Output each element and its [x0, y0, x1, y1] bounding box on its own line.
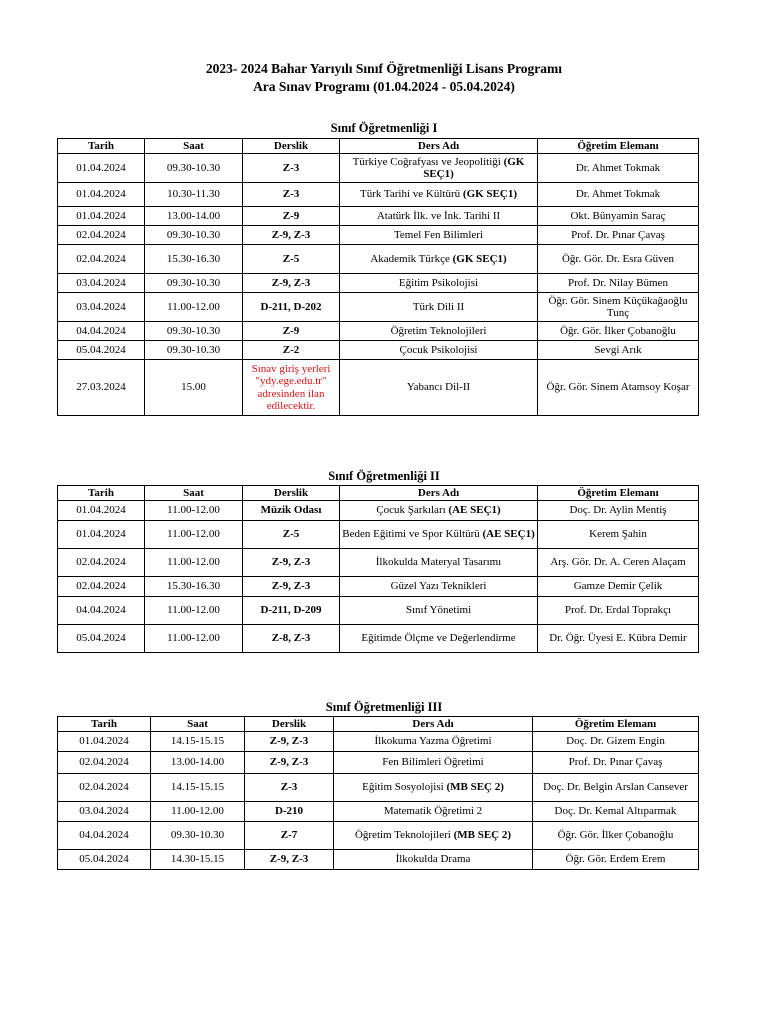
cell-saat: 13.00-14.00 — [145, 207, 243, 226]
cell-ogretim-elemani: Kerem Şahin — [538, 521, 699, 549]
cell-saat: 09.30-10.30 — [145, 226, 243, 245]
cell-ders-adi — [340, 183, 538, 207]
col-saat: Saat — [145, 139, 243, 154]
cell-ogretim-elemani: Prof. Dr. Pınar Çavaş — [538, 226, 699, 245]
course-elective-code: (AE SEÇ1) — [482, 528, 535, 541]
cell-tarih: 01.04.2024 — [58, 154, 145, 183]
table-row — [58, 625, 699, 653]
cell-ders-adi — [340, 521, 538, 549]
exam-table-2 — [57, 485, 699, 653]
exam-table-1 — [57, 138, 699, 416]
table-row — [58, 774, 699, 802]
table-row — [58, 183, 699, 207]
cell-derslik: Z-9, Z-3 — [245, 732, 334, 752]
cell-tarih: 03.04.2024 — [58, 293, 145, 322]
table-row — [58, 501, 699, 521]
course-name: Yabancı Dil-II — [406, 381, 471, 394]
cell-tarih: 02.04.2024 — [58, 226, 145, 245]
cell-ders-adi — [334, 774, 533, 802]
cell-tarih: 02.04.2024 — [58, 577, 145, 597]
col-ders-adi: Ders Adı — [340, 486, 538, 501]
cell-ogretim-elemani: Öğr. Gör. İlker Çobanoğlu — [538, 322, 699, 341]
cell-tarih: 02.04.2024 — [58, 549, 145, 577]
cell-derslik: D-211, D-202 — [243, 293, 340, 322]
cell-ogretim-elemani: Dr. Ahmet Tokmak — [538, 154, 699, 183]
table-row — [58, 802, 699, 822]
cell-derslik: Z-9, Z-3 — [245, 752, 334, 774]
cell-saat: 09.30-10.30 — [145, 274, 243, 293]
cell-derslik: Z-9 — [243, 322, 340, 341]
table-row — [58, 577, 699, 597]
cell-tarih: 05.04.2024 — [58, 341, 145, 360]
document-title: 2023- 2024 Bahar Yarıyılı Sınıf Öğretmenliği Lisans Programı — [205, 61, 563, 76]
table-row — [58, 293, 699, 322]
course-name: Atatürk İlk. ve İnk. Tarihi II — [376, 209, 501, 222]
course-name: Eğitim Psikolojisi — [398, 276, 479, 289]
course-name: Fen Bilimleri Öğretimi — [382, 756, 484, 769]
table-row — [58, 274, 699, 293]
course-name: Öğretim Teknolojileri — [390, 324, 487, 337]
cell-ders-adi — [334, 822, 533, 850]
cell-ogretim-elemani: Öğr. Gör. Erdem Erem — [533, 850, 699, 870]
cell-saat: 15.30-16.30 — [145, 245, 243, 274]
course-elective-code: (GK SEÇ1) — [423, 155, 525, 180]
course-name: Çocuk Psikolojisi — [399, 343, 478, 356]
cell-ogretim-elemani: Prof. Dr. Nilay Bümen — [538, 274, 699, 293]
cell-derslik: Z-9, Z-3 — [243, 577, 340, 597]
table-row — [58, 597, 699, 625]
col-ders-adi: Ders Adı — [334, 717, 533, 732]
table-row — [58, 322, 699, 341]
table-header-row — [58, 139, 699, 154]
course-name: İlkokuma Yazma Öğretimi — [374, 735, 492, 748]
course-name: İlkokulda Drama — [395, 853, 471, 866]
section-title-1: Sınıf Öğretmenliği I — [330, 121, 438, 135]
col-tarih: Tarih — [58, 486, 145, 501]
table-row — [58, 360, 699, 416]
cell-tarih: 04.04.2024 — [58, 822, 151, 850]
course-name: Çocuk Şarkıları — [376, 504, 446, 517]
cell-ders-adi — [340, 226, 538, 245]
cell-derslik: Z-5 — [243, 245, 340, 274]
cell-ogretim-elemani: Öğr. Gör. Sinem Atamsoy Koşar — [538, 360, 699, 416]
cell-saat: 15.30-16.30 — [145, 577, 243, 597]
cell-saat: 09.30-10.30 — [145, 341, 243, 360]
cell-ders-adi — [340, 577, 538, 597]
document-subtitle: Ara Sınav Programı (01.04.2024 - 05.04.2024) — [253, 79, 515, 94]
cell-ogretim-elemani: Doç. Dr. Kemal Altıparmak — [533, 802, 699, 822]
col-tarih: Tarih — [58, 139, 145, 154]
cell-saat: 09.30-10.30 — [151, 822, 245, 850]
col-derslik: Derslik — [243, 486, 340, 501]
col-ders-adi: Ders Adı — [340, 139, 538, 154]
cell-saat: 09.30-10.30 — [145, 154, 243, 183]
cell-tarih: 01.04.2024 — [58, 183, 145, 207]
cell-saat: 11.00-12.00 — [145, 549, 243, 577]
cell-saat: 14.15-15.15 — [151, 774, 245, 802]
cell-ders-adi — [340, 360, 538, 416]
cell-derslik: Z-9, Z-3 — [245, 850, 334, 870]
course-name: Temel Fen Bilimleri — [393, 228, 484, 241]
cell-ders-adi — [334, 850, 533, 870]
cell-ders-adi — [340, 154, 538, 183]
table-row — [58, 850, 699, 870]
course-name: Eğitimde Ölçme ve Değerlendirme — [361, 632, 516, 645]
col-saat: Saat — [151, 717, 245, 732]
col-saat: Saat — [145, 486, 243, 501]
cell-tarih: 27.03.2024 — [58, 360, 145, 416]
cell-saat: 11.00-12.00 — [151, 802, 245, 822]
cell-tarih: 01.04.2024 — [58, 207, 145, 226]
table-row — [58, 822, 699, 850]
exam-table-3 — [57, 716, 699, 870]
cell-ders-adi — [340, 549, 538, 577]
cell-ogretim-elemani: Prof. Dr. Erdal Toprakçı — [538, 597, 699, 625]
cell-ders-adi — [340, 293, 538, 322]
col-ogretim-elemani: Öğretim Elemanı — [538, 139, 699, 154]
cell-saat: 11.00-12.00 — [145, 501, 243, 521]
cell-ogretim-elemani: Dr. Ahmet Tokmak — [538, 183, 699, 207]
course-elective-code: (MB SEÇ 2) — [446, 781, 504, 794]
cell-tarih: 01.04.2024 — [58, 521, 145, 549]
cell-tarih: 01.04.2024 — [58, 501, 145, 521]
table-row — [58, 245, 699, 274]
cell-ders-adi — [340, 501, 538, 521]
course-name: Sınıf Yönetimi — [405, 604, 472, 617]
cell-ders-adi — [334, 732, 533, 752]
cell-derslik: Z-3 — [243, 154, 340, 183]
cell-tarih: 02.04.2024 — [58, 752, 151, 774]
table-row — [58, 521, 699, 549]
cell-derslik: D-211, D-209 — [243, 597, 340, 625]
course-elective-code: (GK SEÇ1) — [462, 188, 517, 201]
cell-derslik: Z-2 — [243, 341, 340, 360]
cell-derslik: Z-8, Z-3 — [243, 625, 340, 653]
cell-tarih: 04.04.2024 — [58, 597, 145, 625]
cell-ogretim-elemani: Öğr. Gör. Dr. Esra Güven — [538, 245, 699, 274]
cell-tarih: 03.04.2024 — [58, 802, 151, 822]
cell-tarih: 04.04.2024 — [58, 322, 145, 341]
cell-saat: 09.30-10.30 — [145, 322, 243, 341]
cell-saat: 11.00-12.00 — [145, 521, 243, 549]
cell-derslik: Z-9, Z-3 — [243, 549, 340, 577]
course-name: Eğitim Sosyolojisi — [362, 781, 444, 794]
table-row — [58, 226, 699, 245]
cell-tarih: 01.04.2024 — [58, 732, 151, 752]
cell-ders-adi — [340, 341, 538, 360]
course-name: Türkiye Coğrafyası ve Jeopolitiği — [352, 155, 501, 168]
course-name: Türk Dili II — [412, 300, 465, 313]
course-name: Türk Tarihi ve Kültürü — [360, 188, 461, 201]
table-row — [58, 207, 699, 226]
section-title-3: Sınıf Öğretmenliği III — [325, 700, 443, 714]
section-title-2: Sınıf Öğretmenliği II — [328, 469, 440, 483]
course-name: Beden Eğitimi ve Spor Kültürü — [342, 528, 480, 541]
cell-ogretim-elemani: Okt. Bünyamin Saraç — [538, 207, 699, 226]
cell-tarih: 05.04.2024 — [58, 850, 151, 870]
cell-derslik: Z-3 — [245, 774, 334, 802]
cell-ders-adi — [340, 597, 538, 625]
cell-saat: 11.00-12.00 — [145, 597, 243, 625]
table-row — [58, 341, 699, 360]
cell-ders-adi — [334, 752, 533, 774]
cell-ogretim-elemani: Doç. Dr. Gizem Engin — [533, 732, 699, 752]
course-elective-code: (MB SEÇ 2) — [453, 829, 512, 842]
cell-ogretim-elemani: Sevgi Arık — [538, 341, 699, 360]
cell-derslik: Müzik Odası — [243, 501, 340, 521]
cell-saat: 14.15-15.15 — [151, 732, 245, 752]
cell-derslik: Z-9, Z-3 — [243, 274, 340, 293]
cell-ogretim-elemani: Doç. Dr. Aylin Mentiş — [538, 501, 699, 521]
cell-derslik: Z-7 — [245, 822, 334, 850]
cell-ders-adi — [340, 322, 538, 341]
col-derslik: Derslik — [243, 139, 340, 154]
cell-ders-adi — [340, 207, 538, 226]
table-row — [58, 154, 699, 183]
cell-ders-adi — [340, 245, 538, 274]
col-tarih: Tarih — [58, 717, 151, 732]
cell-tarih: 02.04.2024 — [58, 774, 151, 802]
table-header-row — [58, 717, 699, 732]
cell-ders-adi — [334, 802, 533, 822]
cell-derslik: Z-5 — [243, 521, 340, 549]
cell-ogretim-elemani: Öğr. Gör. İlker Çobanoğlu — [533, 822, 699, 850]
course-name: Akademik Türkçe — [370, 252, 450, 265]
cell-saat: 11.00-12.00 — [145, 625, 243, 653]
col-ogretim-elemani: Öğretim Elemanı — [533, 717, 699, 732]
course-elective-code: (GK SEÇ1) — [452, 252, 507, 265]
cell-tarih: 05.04.2024 — [58, 625, 145, 653]
course-name: İlkokulda Materyal Tasarımı — [375, 556, 502, 569]
cell-ogretim-elemani: Gamze Demir Çelik — [538, 577, 699, 597]
cell-tarih: 02.04.2024 — [58, 245, 145, 274]
cell-ogretim-elemani: Öğr. Gör. Sinem Küçükağaoğlu Tunç — [538, 293, 699, 322]
col-derslik: Derslik — [245, 717, 334, 732]
table-header-row — [58, 486, 699, 501]
cell-saat: 10.30-11.30 — [145, 183, 243, 207]
cell-ders-adi — [340, 274, 538, 293]
table-row — [58, 549, 699, 577]
table-row — [58, 752, 699, 774]
cell-derslik: Sınav giriş yerleri "ydy.ege.edu.tr" adresinden ilan edilecektir. — [243, 360, 340, 416]
cell-saat: 11.00-12.00 — [145, 293, 243, 322]
cell-saat: 15.00 — [145, 360, 243, 416]
course-name: Matematik Öğretimi 2 — [383, 805, 483, 818]
table-row — [58, 732, 699, 752]
cell-tarih: 03.04.2024 — [58, 274, 145, 293]
cell-derslik: Z-3 — [243, 183, 340, 207]
cell-ogretim-elemani: Dr. Öğr. Üyesi E. Kübra Demir — [538, 625, 699, 653]
cell-saat: 13.00-14.00 — [151, 752, 245, 774]
cell-ders-adi — [340, 625, 538, 653]
course-name: Güzel Yazı Teknikleri — [390, 580, 487, 593]
col-ogretim-elemani: Öğretim Elemanı — [538, 486, 699, 501]
cell-derslik: Z-9, Z-3 — [243, 226, 340, 245]
cell-derslik: Z-9 — [243, 207, 340, 226]
cell-ogretim-elemani: Arş. Gör. Dr. A. Ceren Alaçam — [538, 549, 699, 577]
course-elective-code: (AE SEÇ1) — [448, 504, 501, 517]
cell-ogretim-elemani: Prof. Dr. Pınar Çavaş — [533, 752, 699, 774]
course-name: Öğretim Teknolojileri — [354, 829, 451, 842]
cell-saat: 14.30-15.15 — [151, 850, 245, 870]
cell-ogretim-elemani: Doç. Dr. Belgin Arslan Cansever — [533, 774, 699, 802]
cell-derslik: D-210 — [245, 802, 334, 822]
